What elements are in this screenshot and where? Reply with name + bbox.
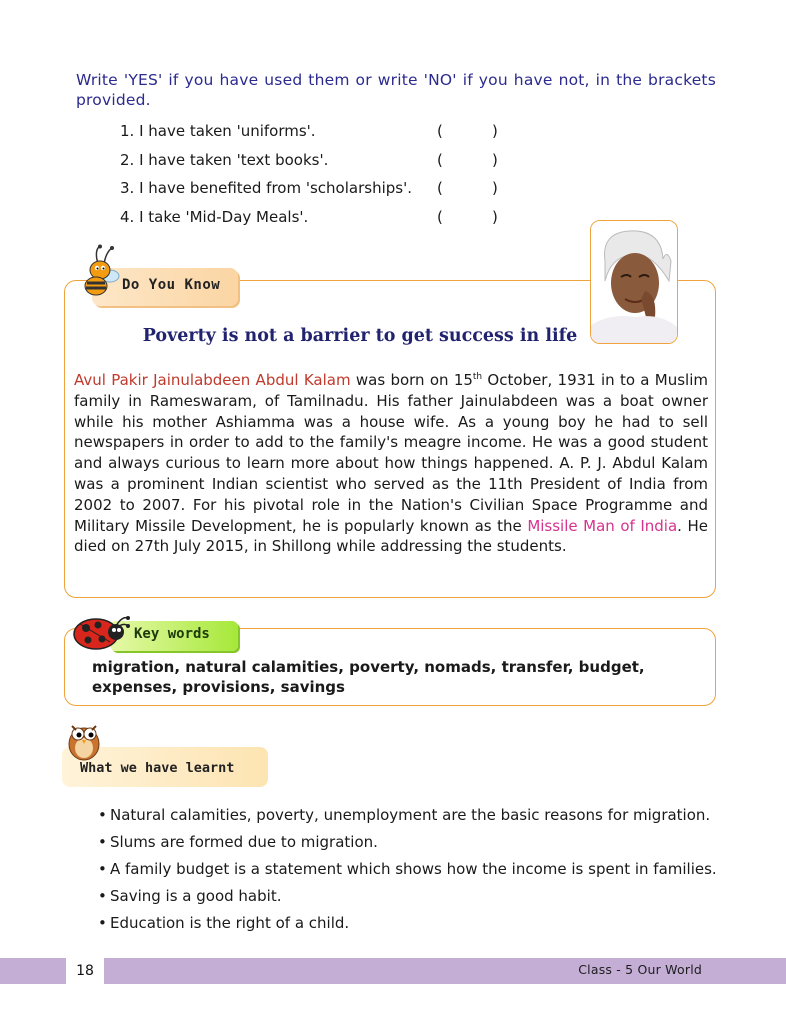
bio-text: October, 1931 in to a Muslim family in Rameswaram, of Tamilnadu. His father Jainulabdeen was a boat owner while his mother Ashiamma was a house wife. As a young boy he had to sell newspapers in order to add to the family's meagre income. He was a good student and always curious to learn more about how things happened. A. P. J. Abdul Kalam was a prominent Indian scientist who served as the 11th President of India from 2002 to 2007. For his pivotal role in the Nation's Civilian Space Programme and Military Missile Development, he is popularly known as the — [74, 371, 709, 535]
bio-text: . He died on 27th July 2015, in Shillong while addressing the students. — [74, 516, 708, 556]
answer-bracket-close[interactable]: ) — [492, 207, 498, 226]
learnt-text: Slums are formed due to migration. — [110, 833, 378, 851]
instruction-text: Write 'YES' if you have used them or write 'NO' if you have not, in the brackets provided. — [76, 71, 716, 109]
footer-bar-left — [0, 958, 66, 984]
answer-bracket-close[interactable]: ) — [492, 179, 498, 197]
question-text: 4. I take 'Mid-Day Meals'. — [120, 207, 309, 226]
do-you-know-label: Do You Know — [122, 277, 221, 293]
answer-bracket-close[interactable]: ) — [492, 150, 498, 169]
learnt-label: What we have learnt — [80, 760, 235, 776]
bullet: • — [98, 833, 107, 851]
learnt-text: Education is the right of a child. — [110, 914, 350, 932]
key-words-label: Key words — [134, 626, 210, 642]
list-item — [98, 912, 748, 939]
bullet: • — [98, 806, 107, 824]
learnt-list — [98, 804, 748, 939]
person-name: Avul Pakir Jainulabdeen Abdul Kalam — [74, 371, 351, 389]
footer-title: Class - 5 Our World — [578, 962, 702, 977]
headline: Poverty is not a barrier to get success in life — [142, 326, 578, 346]
list-item — [98, 885, 748, 912]
bullet: • — [98, 860, 107, 878]
question-item — [120, 149, 520, 178]
nickname: Missile Man of India — [527, 516, 678, 535]
bullet: • — [98, 887, 107, 905]
learnt-text: Saving is a good habit. — [110, 887, 282, 905]
list-item — [98, 831, 748, 858]
learnt-text: A family budget is a statement which shows how the income is spent in families. — [110, 860, 717, 878]
portrait-image — [590, 220, 678, 344]
learnt-text: Natural calamities, poverty, unemployment are the basic reasons for migration. — [110, 806, 711, 824]
question-text: 2. I have taken 'text books'. — [120, 150, 329, 169]
page-number: 18 — [66, 958, 104, 984]
ladybug-icon — [70, 612, 130, 652]
list-item — [98, 804, 748, 831]
key-words-text: migration, natural calamities, poverty, nomads, transfer, budget, expenses, provisions, savings — [92, 658, 645, 696]
answer-bracket-open[interactable]: ( — [437, 122, 443, 140]
portrait-illustration — [591, 221, 677, 343]
bio-text: was born on 15 — [350, 371, 473, 389]
owl-icon — [64, 718, 104, 762]
bee-icon — [76, 244, 122, 300]
question-text: 3. I have benefited from 'scholarships'. — [120, 179, 412, 197]
answer-bracket-open[interactable]: ( — [437, 179, 443, 197]
bullet: • — [98, 914, 107, 932]
superscript: th — [472, 372, 483, 382]
biography-paragraph — [74, 370, 708, 557]
question-item — [120, 120, 520, 149]
answer-bracket-open[interactable]: ( — [437, 207, 443, 226]
question-item — [120, 206, 520, 235]
answer-bracket-close[interactable]: ) — [492, 122, 498, 140]
question-item — [120, 177, 520, 206]
question-text: 1. I have taken 'uniforms'. — [120, 122, 316, 140]
answer-bracket-open[interactable]: ( — [437, 150, 443, 169]
list-item — [98, 858, 748, 885]
question-list — [120, 120, 520, 234]
